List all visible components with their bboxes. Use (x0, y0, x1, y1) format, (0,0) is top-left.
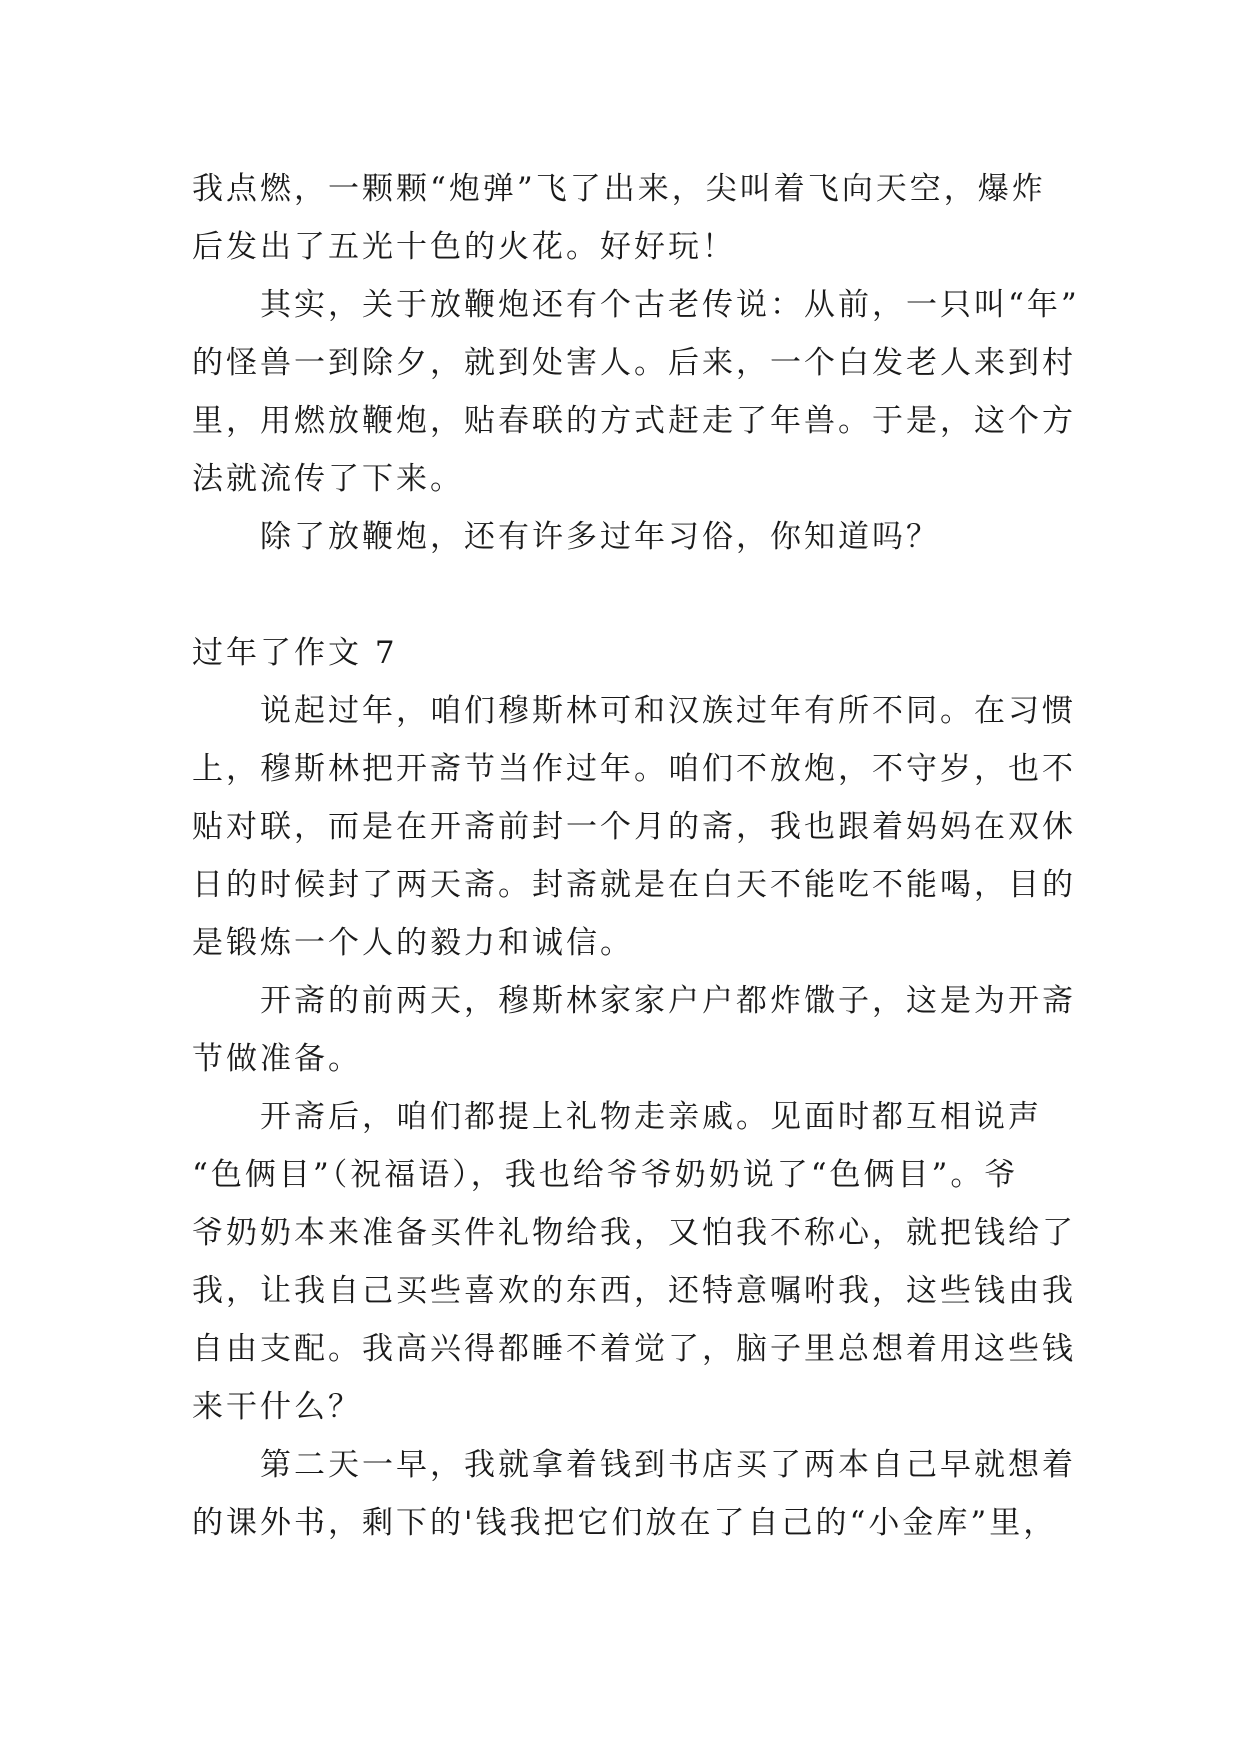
paragraph-first-line: 其实，关于放鞭炮还有个古老传说：从前，一只叫“年” (260, 287, 1080, 323)
text-line: 的课外书，剩下的'钱我把它们放在了自己的“小金库”里， (192, 1505, 1058, 1541)
document-body (192, 160, 1080, 1552)
text-line: 贴对联，而是在开斋前封一个月的斋，我也跟着妈妈在双休 (192, 809, 1076, 845)
paragraph-first-line: 说起过年，咱们穆斯林可和汉族过年有所不同。在习惯 (260, 693, 1076, 729)
text-line: 法就流传了下来。 (192, 461, 464, 497)
paragraph-first-line: 开斋后，咱们都提上礼物走亲戚。见面时都互相说声 (260, 1099, 1042, 1135)
text-line: 节做准备。 (192, 1041, 362, 1077)
section-heading: 过年了作文 7 (192, 635, 398, 671)
text-line: 我点燃，一颗颗“炮弹”飞了出来，尖叫着飞向天空，爆炸 (192, 171, 1046, 207)
text-line: 我，让我自己买些喜欢的东西，还特意嘱咐我，这些钱由我 (192, 1273, 1076, 1309)
text-line: 自由支配。我高兴得都睡不着觉了，脑子里总想着用这些钱 (192, 1331, 1076, 1367)
text-line: 的怪兽一到除夕，就到处害人。后来，一个白发老人来到村 (192, 345, 1076, 381)
text-line: 爷奶奶本来准备买件礼物给我，又怕我不称心，就把钱给了 (192, 1215, 1076, 1251)
paragraph-first-line: 除了放鞭炮，还有许多过年习俗，你知道吗？ (260, 519, 940, 555)
text-line: 来干什么？ (192, 1389, 362, 1425)
paragraph-first-line: 开斋的前两天，穆斯林家家户户都炸馓子，这是为开斋 (260, 983, 1076, 1019)
paragraph-first-line: 第二天一早，我就拿着钱到书店买了两本自己早就想着 (260, 1447, 1076, 1483)
text-line: 是锻炼一个人的毅力和诚信。 (192, 925, 634, 961)
text-line: “色俩目”（祝福语），我也给爷爷奶奶说了“色俩目”。爷 (192, 1157, 1019, 1193)
text-line: 后发出了五光十色的火花。好好玩！ (192, 229, 736, 265)
text-line: 日的时候封了两天斋。封斋就是在白天不能吃不能喝，目的 (192, 867, 1076, 903)
text-line: 上，穆斯林把开斋节当作过年。咱们不放炮，不守岁，也不 (192, 751, 1076, 787)
text-line: 里，用燃放鞭炮，贴春联的方式赶走了年兽。于是，这个方 (192, 403, 1076, 439)
